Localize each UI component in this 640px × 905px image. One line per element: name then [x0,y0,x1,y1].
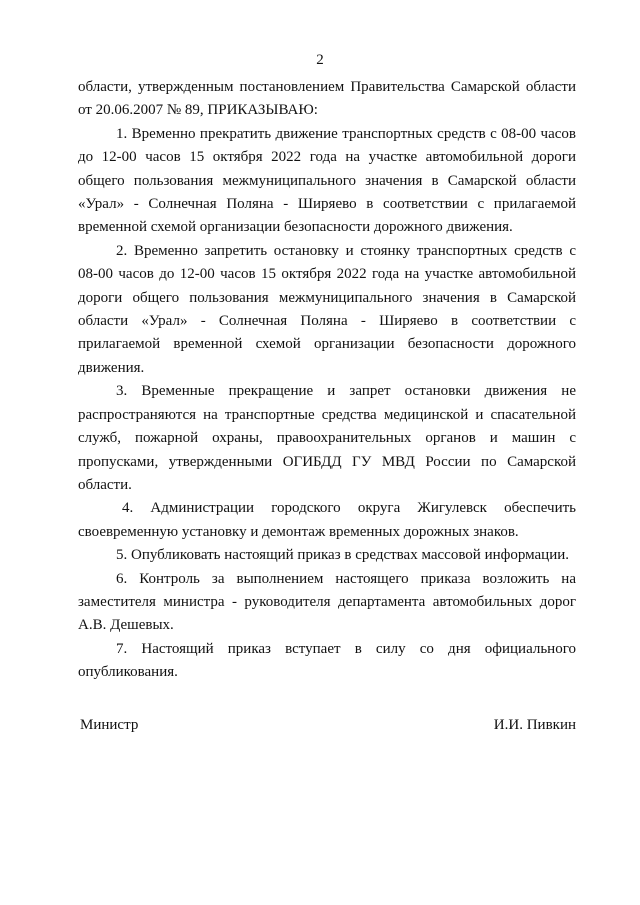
signature-title: Министр [80,717,139,733]
page-number: 2 [316,52,324,68]
paragraph-item-1: 1. Временно прекратить движение транспортных средств с 08-00 часов до 12-00 часов 15 октября 2022 года на участке автомобильной дороги общего пользования межмуниципального значения в Самарской области «Урал» - Солнечная Поляна - Ширяево в соответствии с прилагаемой временной схемой организации безопасности дорожного движения. [78,125,576,236]
paragraph-item-4: 4. Администрации городского округа Жигулевск обеспечить своевременную установку и демонтаж временных дорожных знаков. [78,500,576,540]
paragraph-item-5: 5. Опубликовать настоящий приказ в средствах массовой информации. [116,547,570,564]
document-body [78,76,576,685]
paragraph-item-3: 3. Временные прекращение и запрет остановки движения не распространяются на транспортные средства медицинской и спасательной служб, пожарной охраны, правоохранительных органов и машин с пропусками, утвержденными ОГИБДД ГУ МВД России по Самарской области. [78,383,576,493]
paragraph-item-7: 7. Настоящий приказ вступает в силу со дня официального опубликования. [78,640,576,681]
paragraph-item-2: 2. Временно запретить остановку и стоянку транспортных средств с 08-00 часов до 12-00 часов 15 октября 2022 года на участке автомобильной дороги общего пользования межмуниципального значения в Самарской области «Урал» - Солнечная Поляна - Ширяево в соответствии с прилагаемой временной схемой организации безопасности дорожного движения. [78,242,576,376]
signature-name: И.И. Пивкин [493,717,576,733]
paragraph-intro: области, утвержденным постановлением Правительства Самарской области от 20.06.2007 № 89, ПРИКАЗЫВАЮ: [78,79,576,119]
paragraph-item-6: 6. Контроль за выполнением настоящего приказа возложить на заместителя министра - руководителя департамента автомобильных дорог А.В. Дешевых. [78,570,576,634]
